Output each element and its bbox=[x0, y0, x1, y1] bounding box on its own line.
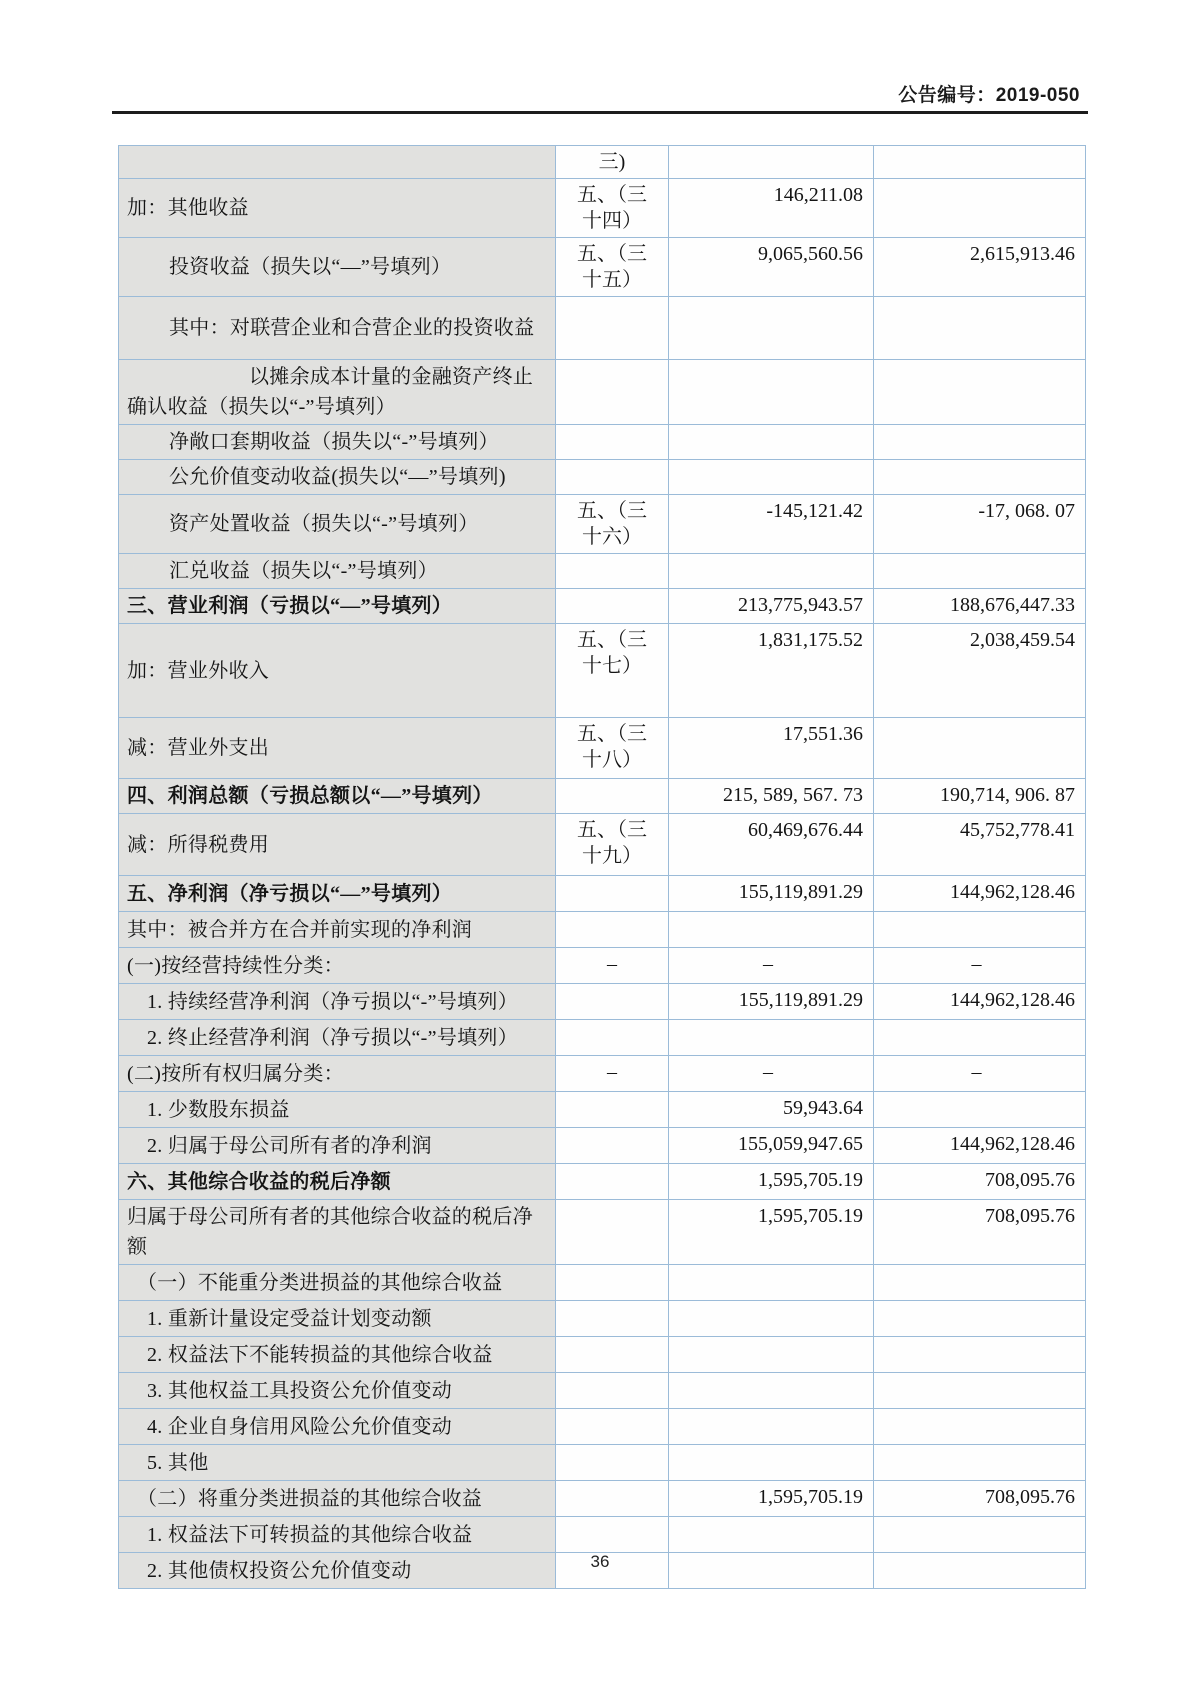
table-row bbox=[119, 948, 1086, 984]
row-label-cell: 2. 权益法下不能转损益的其他综合收益 bbox=[119, 1337, 556, 1373]
row-label-cell: 五、净利润（净亏损以“—”号填列） bbox=[119, 876, 556, 912]
current-period-amount-cell bbox=[669, 1337, 874, 1373]
row-label-cell bbox=[119, 146, 556, 179]
table-row bbox=[119, 554, 1086, 589]
table-row bbox=[119, 589, 1086, 624]
prior-period-amount-cell: 2,038,459.54 bbox=[874, 624, 1086, 718]
note-reference-cell bbox=[556, 912, 669, 948]
current-period-amount-cell bbox=[669, 912, 874, 948]
table-row bbox=[119, 238, 1086, 297]
table-row bbox=[119, 1337, 1086, 1373]
prior-period-amount-cell: 144,962,128.46 bbox=[874, 984, 1086, 1020]
current-period-amount-cell: – bbox=[669, 948, 874, 984]
current-period-amount-cell: – bbox=[669, 1056, 874, 1092]
current-period-amount-cell bbox=[669, 1445, 874, 1481]
row-label-cell: 减：所得税费用 bbox=[119, 814, 556, 876]
prior-period-amount-cell bbox=[874, 146, 1086, 179]
row-label-cell: 公允价值变动收益(损失以“—”号填列) bbox=[119, 460, 556, 495]
note-reference-cell bbox=[556, 1481, 669, 1517]
row-label-cell: 六、其他综合收益的税后净额 bbox=[119, 1164, 556, 1200]
row-label-cell: 5. 其他 bbox=[119, 1445, 556, 1481]
table-row bbox=[119, 814, 1086, 876]
current-period-amount-cell bbox=[669, 1409, 874, 1445]
prior-period-amount-cell bbox=[874, 554, 1086, 589]
prior-period-amount-cell bbox=[874, 912, 1086, 948]
prior-period-amount-cell bbox=[874, 1092, 1086, 1128]
row-label-cell: 汇兑收益（损失以“-”号填列） bbox=[119, 554, 556, 589]
prior-period-amount-cell: 708,095.76 bbox=[874, 1481, 1086, 1517]
table-row bbox=[119, 425, 1086, 460]
note-reference-cell bbox=[556, 589, 669, 624]
row-label-cell: 1. 持续经营净利润（净亏损以“-”号填列） bbox=[119, 984, 556, 1020]
row-label-cell: 资产处置收益（损失以“-”号填列） bbox=[119, 495, 556, 554]
prior-period-amount-cell: 708,095.76 bbox=[874, 1164, 1086, 1200]
prior-period-amount-cell bbox=[874, 425, 1086, 460]
note-reference-cell bbox=[556, 779, 669, 814]
current-period-amount-cell: 1,595,705.19 bbox=[669, 1164, 874, 1200]
row-label-cell: 投资收益（损失以“—”号填列） bbox=[119, 238, 556, 297]
row-label-cell: 加：营业外收入 bbox=[119, 624, 556, 718]
prior-period-amount-cell bbox=[874, 1265, 1086, 1301]
table-row bbox=[119, 1481, 1086, 1517]
row-label-cell: 4. 企业自身信用风险公允价值变动 bbox=[119, 1409, 556, 1445]
table-row bbox=[119, 360, 1086, 425]
note-reference-cell: – bbox=[556, 948, 669, 984]
prior-period-amount-cell: 188,676,447.33 bbox=[874, 589, 1086, 624]
current-period-amount-cell bbox=[669, 1373, 874, 1409]
table-row bbox=[119, 1128, 1086, 1164]
note-reference-cell bbox=[556, 1128, 669, 1164]
row-label-cell: 1. 重新计量设定受益计划变动额 bbox=[119, 1301, 556, 1337]
current-period-amount-cell bbox=[669, 460, 874, 495]
note-reference-cell bbox=[556, 1517, 669, 1553]
note-reference-cell: 五、（三十六） bbox=[556, 495, 669, 554]
table-row bbox=[119, 984, 1086, 1020]
prior-period-amount-cell bbox=[874, 1517, 1086, 1553]
current-period-amount-cell: 213,775,943.57 bbox=[669, 589, 874, 624]
row-label-cell: 以摊余成本计量的金融资产终止确认收益（损失以“-”号填列） bbox=[119, 360, 556, 425]
note-reference-cell: 五、（三十九） bbox=[556, 814, 669, 876]
current-period-amount-cell: 155,119,891.29 bbox=[669, 876, 874, 912]
header-divider bbox=[112, 111, 1088, 114]
page-number: 36 bbox=[590, 1552, 610, 1571]
current-period-amount-cell bbox=[669, 1301, 874, 1337]
note-reference-cell: 五、（三十七） bbox=[556, 624, 669, 718]
note-reference-cell bbox=[556, 1164, 669, 1200]
prior-period-amount-cell bbox=[874, 1020, 1086, 1056]
table-row bbox=[119, 146, 1086, 179]
note-reference-cell bbox=[556, 554, 669, 589]
row-label-cell: 归属于母公司所有者的其他综合收益的税后净额 bbox=[119, 1200, 556, 1265]
note-reference-cell: 五、（三十四） bbox=[556, 179, 669, 238]
table-row bbox=[119, 1092, 1086, 1128]
current-period-amount-cell: 1,595,705.19 bbox=[669, 1200, 874, 1265]
current-period-amount-cell bbox=[669, 1517, 874, 1553]
row-label-cell: 三、营业利润（亏损以“—”号填列） bbox=[119, 589, 556, 624]
table-row bbox=[119, 1164, 1086, 1200]
note-reference-cell: 五、（三十八） bbox=[556, 718, 669, 779]
current-period-amount-cell: 9,065,560.56 bbox=[669, 238, 874, 297]
row-label-cell: 其中：被合并方在合并前实现的净利润 bbox=[119, 912, 556, 948]
current-period-amount-cell bbox=[669, 360, 874, 425]
prior-period-amount-cell bbox=[874, 1445, 1086, 1481]
notice-number: 公告编号：2019-050 bbox=[898, 85, 1080, 106]
current-period-amount-cell bbox=[669, 554, 874, 589]
current-period-amount-cell: 155,059,947.65 bbox=[669, 1128, 874, 1164]
current-period-amount-cell: 146,211.08 bbox=[669, 179, 874, 238]
prior-period-amount-cell: 2,615,913.46 bbox=[874, 238, 1086, 297]
prior-period-amount-cell: – bbox=[874, 1056, 1086, 1092]
note-reference-cell bbox=[556, 1200, 669, 1265]
prior-period-amount-cell: 144,962,128.46 bbox=[874, 1128, 1086, 1164]
income-statement-table bbox=[118, 145, 1086, 1589]
table-row bbox=[119, 1265, 1086, 1301]
current-period-amount-cell bbox=[669, 146, 874, 179]
row-label-cell: 四、利润总额（亏损总额以“—”号填列） bbox=[119, 779, 556, 814]
row-label-cell: 2. 终止经营净利润（净亏损以“-”号填列） bbox=[119, 1020, 556, 1056]
prior-period-amount-cell bbox=[874, 1373, 1086, 1409]
row-label-cell: 1. 权益法下可转损益的其他综合收益 bbox=[119, 1517, 556, 1553]
table-row bbox=[119, 1409, 1086, 1445]
table-row bbox=[119, 779, 1086, 814]
current-period-amount-cell: -145,121.42 bbox=[669, 495, 874, 554]
note-reference-cell bbox=[556, 1020, 669, 1056]
prior-period-amount-cell bbox=[874, 1409, 1086, 1445]
row-label-cell: 加：其他收益 bbox=[119, 179, 556, 238]
row-label-cell: 2. 归属于母公司所有者的净利润 bbox=[119, 1128, 556, 1164]
note-reference-cell bbox=[556, 984, 669, 1020]
row-label-cell: (一)按经营持续性分类： bbox=[119, 948, 556, 984]
note-reference-cell bbox=[556, 297, 669, 360]
prior-period-amount-cell bbox=[874, 179, 1086, 238]
table-row bbox=[119, 1445, 1086, 1481]
prior-period-amount-cell: 190,714, 906. 87 bbox=[874, 779, 1086, 814]
note-reference-cell bbox=[556, 460, 669, 495]
prior-period-amount-cell bbox=[874, 460, 1086, 495]
row-label-cell: 1. 少数股东损益 bbox=[119, 1092, 556, 1128]
table-row bbox=[119, 1020, 1086, 1056]
note-reference-cell bbox=[556, 1373, 669, 1409]
table-row bbox=[119, 297, 1086, 360]
current-period-amount-cell bbox=[669, 1020, 874, 1056]
row-label-cell: 其中：对联营企业和合营企业的投资收益 bbox=[119, 297, 556, 360]
row-label-cell: 减：营业外支出 bbox=[119, 718, 556, 779]
current-period-amount-cell bbox=[669, 297, 874, 360]
prior-period-amount-cell: 708,095.76 bbox=[874, 1200, 1086, 1265]
current-period-amount-cell bbox=[669, 1265, 874, 1301]
current-period-amount-cell: 155,119,891.29 bbox=[669, 984, 874, 1020]
note-reference-cell bbox=[556, 360, 669, 425]
table-row bbox=[119, 460, 1086, 495]
table-row bbox=[119, 179, 1086, 238]
prior-period-amount-cell bbox=[874, 1301, 1086, 1337]
note-reference-cell bbox=[556, 1092, 669, 1128]
table-row bbox=[119, 718, 1086, 779]
prior-period-amount-cell bbox=[874, 1337, 1086, 1373]
table-row bbox=[119, 876, 1086, 912]
table-row bbox=[119, 1517, 1086, 1553]
current-period-amount-cell bbox=[669, 425, 874, 460]
prior-period-amount-cell bbox=[874, 718, 1086, 779]
note-reference-cell: 三) bbox=[556, 146, 669, 179]
prior-period-amount-cell: – bbox=[874, 948, 1086, 984]
note-reference-cell bbox=[556, 1301, 669, 1337]
note-reference-cell bbox=[556, 1265, 669, 1301]
current-period-amount-cell: 1,595,705.19 bbox=[669, 1481, 874, 1517]
row-label-cell: （二）将重分类进损益的其他综合收益 bbox=[119, 1481, 556, 1517]
current-period-amount-cell: 1,831,175.52 bbox=[669, 624, 874, 718]
prior-period-amount-cell: 144,962,128.46 bbox=[874, 876, 1086, 912]
note-reference-cell: – bbox=[556, 1056, 669, 1092]
current-period-amount-cell: 17,551.36 bbox=[669, 718, 874, 779]
current-period-amount-cell: 60,469,676.44 bbox=[669, 814, 874, 876]
row-label-cell: （一）不能重分类进损益的其他综合收益 bbox=[119, 1265, 556, 1301]
current-period-amount-cell: 215, 589, 567. 73 bbox=[669, 779, 874, 814]
note-reference-cell bbox=[556, 1445, 669, 1481]
row-label-cell: 2. 其他债权投资公允价值变动 bbox=[119, 1553, 556, 1589]
table-row bbox=[119, 1301, 1086, 1337]
table-row bbox=[119, 1373, 1086, 1409]
row-label-cell: (二)按所有权归属分类： bbox=[119, 1056, 556, 1092]
prior-period-amount-cell: -17, 068. 07 bbox=[874, 495, 1086, 554]
table-row bbox=[119, 1200, 1086, 1265]
table-row bbox=[119, 912, 1086, 948]
note-reference-cell bbox=[556, 1409, 669, 1445]
table-row bbox=[119, 495, 1086, 554]
current-period-amount-cell: 59,943.64 bbox=[669, 1092, 874, 1128]
note-reference-cell: 五、（三十五） bbox=[556, 238, 669, 297]
table-row bbox=[119, 624, 1086, 718]
note-reference-cell bbox=[556, 1337, 669, 1373]
row-label-cell: 3. 其他权益工具投资公允价值变动 bbox=[119, 1373, 556, 1409]
prior-period-amount-cell: 45,752,778.41 bbox=[874, 814, 1086, 876]
row-label-cell: 净敞口套期收益（损失以“-”号填列） bbox=[119, 425, 556, 460]
prior-period-amount-cell bbox=[874, 360, 1086, 425]
note-reference-cell bbox=[556, 425, 669, 460]
table-row bbox=[119, 1056, 1086, 1092]
prior-period-amount-cell bbox=[874, 297, 1086, 360]
note-reference-cell bbox=[556, 876, 669, 912]
